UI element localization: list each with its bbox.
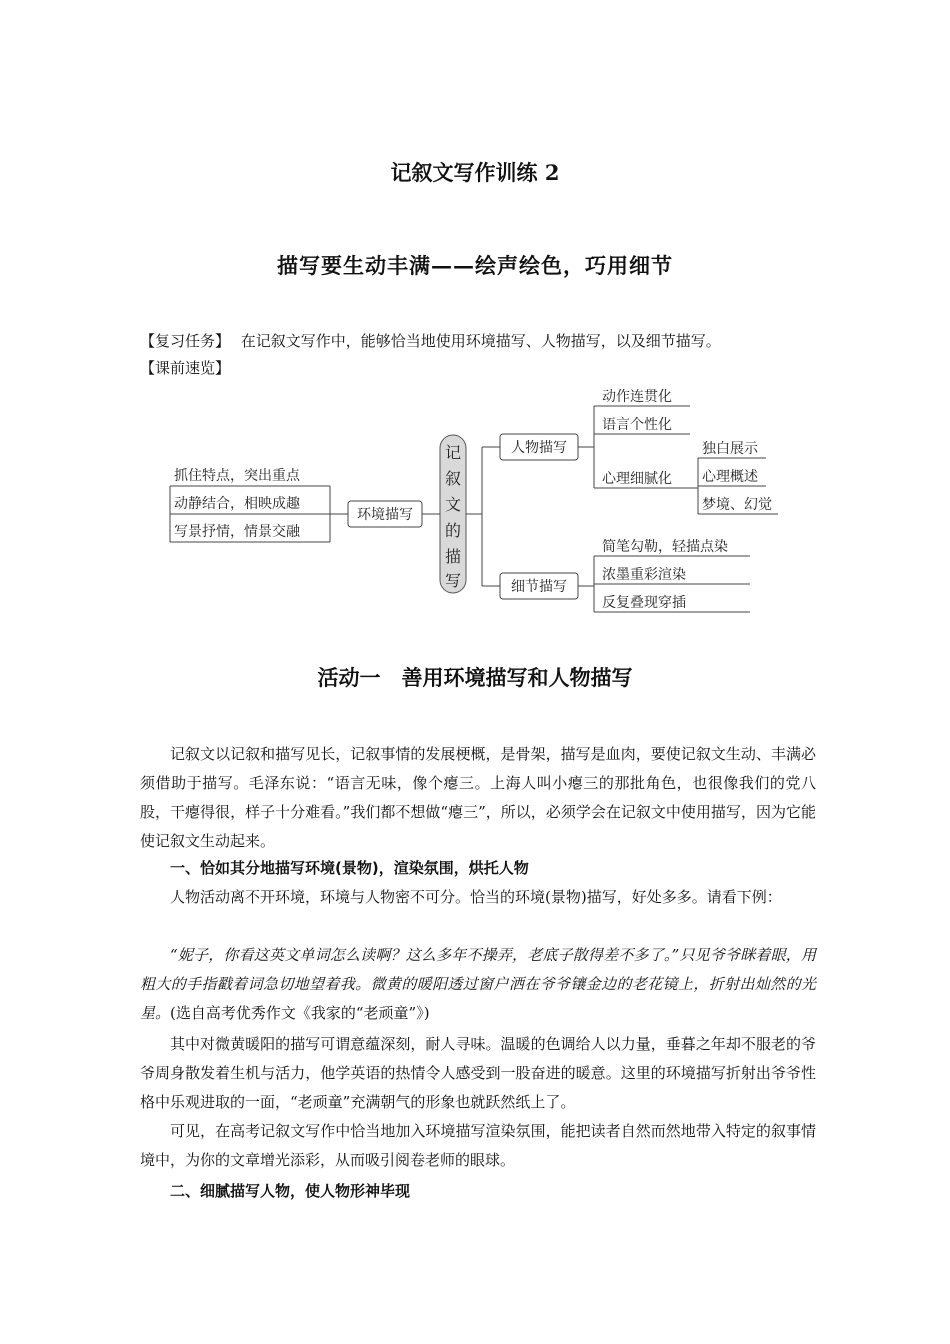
page-subtitle: 描写要生动丰满——绘声绘色，巧用细节 [277,253,673,278]
example-source: (选自高考优秀作文《我家的“老顽童”》) [170,1004,430,1022]
env-item: 动静结合，相映成趣 [174,496,300,512]
env-item: 抓住特点，突出重点 [174,468,300,484]
center-char: 写 [444,571,462,590]
paragraph-2: 其中对微黄暖阳的描写可谓意蕴深刻，耐人寻味。温暖的色调给人以力量，垂暮之年却不服老的爷爷周身散发着生机与活力，他学英语的热情令人感受到一股奋进的暖意。这里的环境描写折射出爷爷性格中乐观进取的一面，“老顽童”充满朝气的形象也就跃然纸上了。 [140,1035,816,1111]
center-char: 描 [444,547,462,566]
review-task-line [140,330,721,352]
mind-map-diagram [160,380,800,625]
preview-label: 【课前速览】 [140,359,231,377]
detail-item: 反复叠现穿插 [602,595,686,611]
detail-item: 浓墨重彩渲染 [602,567,686,583]
person-node-label: 人物描写 [511,440,567,456]
intro-paragraph-block [140,740,816,856]
detail-item: 简笔勾勒，轻描点染 [602,539,728,555]
env-item: 写景抒情，情景交融 [174,524,300,540]
psych-item: 独白展示 [702,441,758,457]
paragraph-1-block [140,883,816,912]
page-title: 记叙文写作训练 2 [390,160,560,185]
example-quote: “妮子，你看这英文单词怎么读啊？这么多年不操弄，老底子散得差不多了。”只见爷爷眯着眼，用粗大的手指戳着词急切地望着我。微黄的暖阳透过窗户洒在爷爷镶金边的老花镜上，折射出灿然的光星。 [140,946,816,1022]
detail-node-label: 细节描写 [511,579,567,595]
env-node-label: 环境描写 [357,507,413,523]
person-item: 语言个性化 [602,417,672,433]
intro-paragraph: 记叙文以记叙和描写见长，记叙事情的发展梗概，是骨架，描写是血肉，要使记叙文生动、丰满必须借助于描写。毛泽东说：“语言无味，像个瘪三。上海人叫小瘪三的那批角色，也很像我们的党八股，干瘪得很，样子十分难看。”我们都不想做“瘪三”，所以，必须学会在记叙文中使用描写，因为它能使记叙文生动起来。 [140,745,816,850]
paragraph-2-block [140,1030,816,1117]
paragraph-3: 可见，在高考记叙文写作中恰当地加入环境描写渲染氛围，能把读者自然而然地带入特定的叙事情境中，为你的文章增光添彩，从而吸引阅卷老师的眼球。 [140,1122,816,1169]
example-block [140,941,816,1028]
review-task-text: 在记叙文写作中，能够恰当地使用环境描写、人物描写，以及细节描写。 [240,332,721,350]
center-char: 记 [444,443,462,462]
paragraph-1: 人物活动离不开环境，环境与人物密不可分。恰当的环境(景物)描写，好处多多。请看下例： [170,888,782,906]
psych-item: 心理概述 [702,469,758,485]
activity-title: 活动一 善用环境描写和人物描写 [317,665,633,690]
center-char: 文 [444,495,462,514]
example-paragraph [140,941,816,1028]
review-task-label: 【复习任务】 [140,332,231,350]
paragraph-3-block [140,1117,816,1175]
section-heading-1: 一、恰如其分地描写环境(景物)，渲染氛围，烘托人物 [170,859,529,877]
person-item: 动作连贯化 [602,389,672,405]
center-char: 的 [444,521,462,540]
person-item: 心理细腻化 [602,471,672,487]
section-heading-2: 二、细腻描写人物，使人物形神毕现 [170,1182,411,1200]
psych-item: 梦境、幻觉 [702,497,772,513]
center-char: 叙 [444,469,462,488]
